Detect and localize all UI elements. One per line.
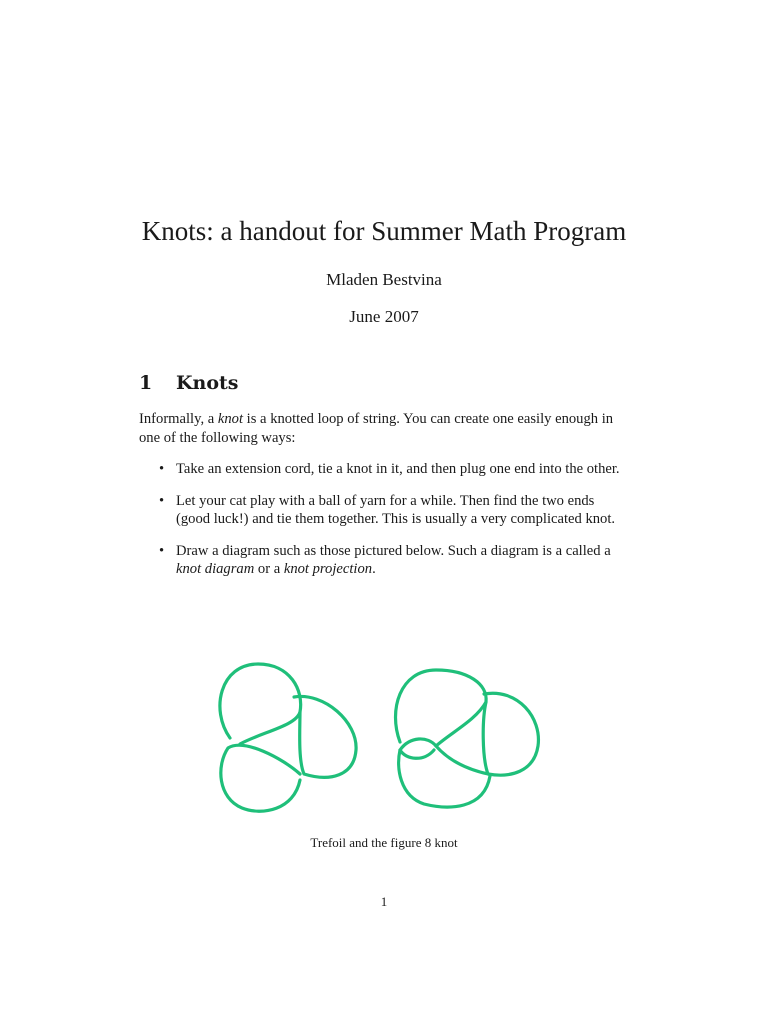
list-item (139, 492, 629, 529)
figure-eight-strand (399, 739, 490, 807)
section-number: 1 (139, 372, 153, 394)
document-title: Knots: a handout for Summer Math Program (141, 216, 627, 246)
bullet-marker: • (159, 492, 165, 509)
intro-term: knot (217, 411, 244, 427)
document-date: June 2007 (349, 307, 419, 326)
figure-eight-knot (396, 670, 539, 807)
list-item (139, 542, 629, 579)
figure-eight-strand (396, 670, 487, 746)
section-title: Knots (176, 372, 239, 394)
list-item (139, 460, 629, 479)
figure-eight-strand (483, 693, 538, 775)
trefoil-knot (220, 664, 356, 811)
list-item-text-part: Draw a diagram such as those pictured below. Such a diagram is a called a (176, 542, 611, 559)
list-item-text: Take an extension cord, tie a knot in it, and then plug one end into the other. (176, 461, 620, 477)
bullet-marker: • (159, 542, 165, 559)
list-item-text: Let your cat play with a ball of yarn for a while. Then find the two ends (good luck!) and tie them together. This is usually a very complicated knot. (176, 492, 616, 527)
page-number: 1 (380, 894, 388, 909)
document-author: Mladen Bestvina (326, 270, 442, 289)
figure-caption: Trefoil and the figure 8 knot (310, 835, 458, 850)
section-heading (139, 370, 238, 396)
bullet-marker: • (159, 461, 165, 477)
figure-eight-strand (400, 750, 434, 758)
intro-paragraph (139, 410, 629, 447)
trefoil-strand (221, 745, 300, 811)
term-knot-diagram: knot diagram (176, 561, 255, 577)
method-list (139, 460, 629, 592)
intro-text-start: Informally, a (139, 411, 218, 427)
trefoil-strand (220, 664, 301, 744)
list-item-text-part: or a (254, 561, 284, 577)
intro-text-end: is a knotted loop of string. You can create one easily enough in one of the following ways: (139, 411, 614, 446)
knot-figure (200, 650, 570, 830)
term-knot-projection: knot projection (283, 561, 373, 577)
list-item-text-part: . (372, 561, 376, 577)
trefoil-strand (294, 696, 356, 777)
